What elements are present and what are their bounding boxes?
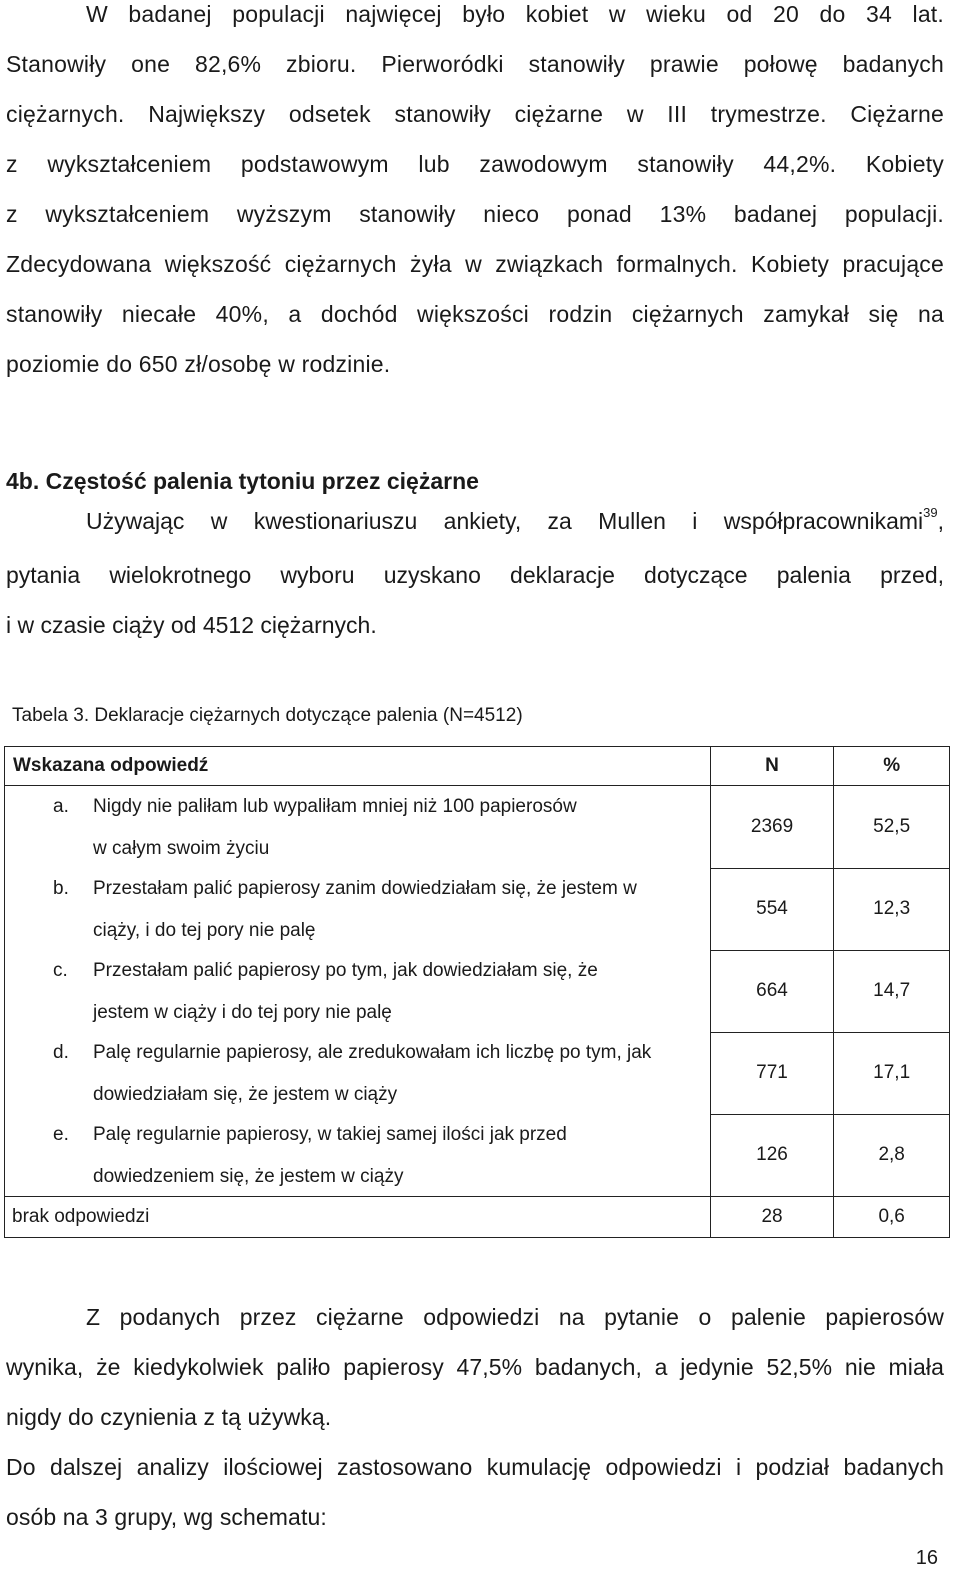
answer-letter: d. <box>53 1042 69 1063</box>
answer-text-line: Przestałam palić papierosy zanim dowiedziałam się, że jestem w <box>93 878 637 899</box>
percent-cell: 2,8 <box>834 1114 950 1197</box>
answer-letter: b. <box>53 878 69 899</box>
answer-cell <box>5 1032 711 1114</box>
text-line: z wykształceniem podstawowym lub zawodowym stanowiły 44,2%. Kobiety <box>6 151 944 177</box>
smoking-declarations-table <box>4 746 950 1238</box>
answer-text-line: Nigdy nie paliłam lub wypaliłam mniej niż 100 papierosów <box>93 796 577 817</box>
answer-text <box>93 786 710 868</box>
intro-paragraph <box>6 0 944 389</box>
answer-cell <box>5 868 711 950</box>
section-heading: 4b. Częstość palenia tytoniu przez ciężarne <box>6 468 479 494</box>
header-pct: % <box>834 747 950 786</box>
table-row <box>5 950 950 1032</box>
count-cell: 126 <box>710 1114 834 1197</box>
percent-cell: 12,3 <box>834 868 950 950</box>
answer-letter: e. <box>53 1124 69 1145</box>
answer-text-line: Palę regularnie papierosy, w takiej samej ilości jak przed <box>93 1124 567 1145</box>
count-cell: 554 <box>710 868 834 950</box>
table-row <box>5 786 950 869</box>
percent-cell: 17,1 <box>834 1032 950 1114</box>
citation-superscript: 39 <box>923 505 938 520</box>
answer-text <box>93 950 710 1032</box>
closing-paragraph <box>6 1292 944 1542</box>
text-line: z wykształceniem wyższym stanowiły nieco ponad 13% badanej populacji. <box>6 201 944 227</box>
text-line: pytania wielokrotnego wyboru uzyskano deklaracje dotyczące palenia przed, <box>6 562 944 588</box>
percent-cell: 14,7 <box>834 950 950 1032</box>
answer-text-line: dowiedziałam się, że jestem w ciąży <box>93 1084 398 1105</box>
text-line: osób na 3 grupy, wg schematu: <box>6 1504 327 1530</box>
header-n: N <box>710 747 834 786</box>
text-line: W badanej populacji najwięcej było kobiet w wieku od 20 do 34 lat. <box>86 1 944 27</box>
answer-text-line: dowiedzeniem się, że jestem w ciąży <box>93 1166 404 1187</box>
answer-cell <box>5 950 711 1032</box>
answer-letter: a. <box>53 796 69 817</box>
answer-cell <box>5 1114 711 1197</box>
text-line: stanowiły niecałe 40%, a dochód większości rodzin ciężarnych zamykał się na <box>6 301 944 327</box>
answer-text-line: jestem w ciąży i do tej pory nie palę <box>93 1002 392 1023</box>
page-number: 16 <box>915 1547 938 1569</box>
answer-text-line: ciąży, i do tej pory nie palę <box>93 920 316 941</box>
text-line: poziomie do 650 zł/osobę w rodzinie. <box>6 351 391 377</box>
answer-text <box>93 1114 710 1196</box>
count-cell: 664 <box>710 950 834 1032</box>
answer-letter: c. <box>53 960 68 981</box>
answer-text <box>93 868 710 950</box>
text-line: wynika, że kiedykolwiek paliło papierosy 47,5% badanych, a jedynie 52,5% nie miała <box>6 1354 944 1380</box>
text-line: Do dalszej analizy ilościowej zastosowano kumulację odpowiedzi i podział badanych <box>6 1454 944 1480</box>
text-line: i w czasie ciąży od 4512 ciężarnych. <box>6 612 377 638</box>
table-row <box>5 868 950 950</box>
text-line: ciężarnych. Największy odsetek stanowiły ciężarne w III trymestrze. Ciężarne <box>6 101 944 127</box>
answer-text <box>93 1032 710 1114</box>
table-caption: Tabela 3. Deklaracje ciężarnych dotyczące palenia (N=4512) <box>12 705 523 726</box>
table-row <box>5 1032 950 1114</box>
text-line: Zdecydowana większość ciężarnych żyła w związkach formalnych. Kobiety pracujące <box>6 251 944 277</box>
section-paragraph <box>6 496 944 650</box>
table-header-row <box>5 747 950 786</box>
count-cell: 28 <box>710 1197 834 1238</box>
count-cell: 771 <box>710 1032 834 1114</box>
no-response-label: brak odpowiedzi <box>5 1197 711 1238</box>
text-line: nigdy do czynienia z tą używką. <box>6 1404 332 1430</box>
percent-cell: 52,5 <box>834 786 950 869</box>
text-line: Stanowiły one 82,6% zbioru. Pierworódki stanowiły prawie połowę badanych <box>6 51 944 77</box>
count-cell: 2369 <box>710 786 834 869</box>
answer-text-line: Palę regularnie papierosy, ale zredukowałam ich liczbę po tym, jak <box>93 1042 652 1063</box>
answer-text-line: Przestałam palić papierosy po tym, jak dowiedziałam się, że <box>93 960 598 981</box>
answer-text-line: w całym swoim życiu <box>93 838 270 859</box>
table-row-no-response <box>5 1197 950 1238</box>
text-fragment: Używając w kwestionariuszu ankiety, za Mullen i współpracownikami <box>86 508 924 534</box>
table-row <box>5 1114 950 1197</box>
percent-cell: 0,6 <box>834 1197 950 1238</box>
answer-cell <box>5 786 711 869</box>
header-answer: Wskazana odpowiedź <box>5 747 711 786</box>
text-line: Z podanych przez ciężarne odpowiedzi na pytanie o palenie papierosów <box>86 1304 944 1330</box>
text-fragment: , <box>937 508 944 534</box>
text-line <box>6 496 944 550</box>
